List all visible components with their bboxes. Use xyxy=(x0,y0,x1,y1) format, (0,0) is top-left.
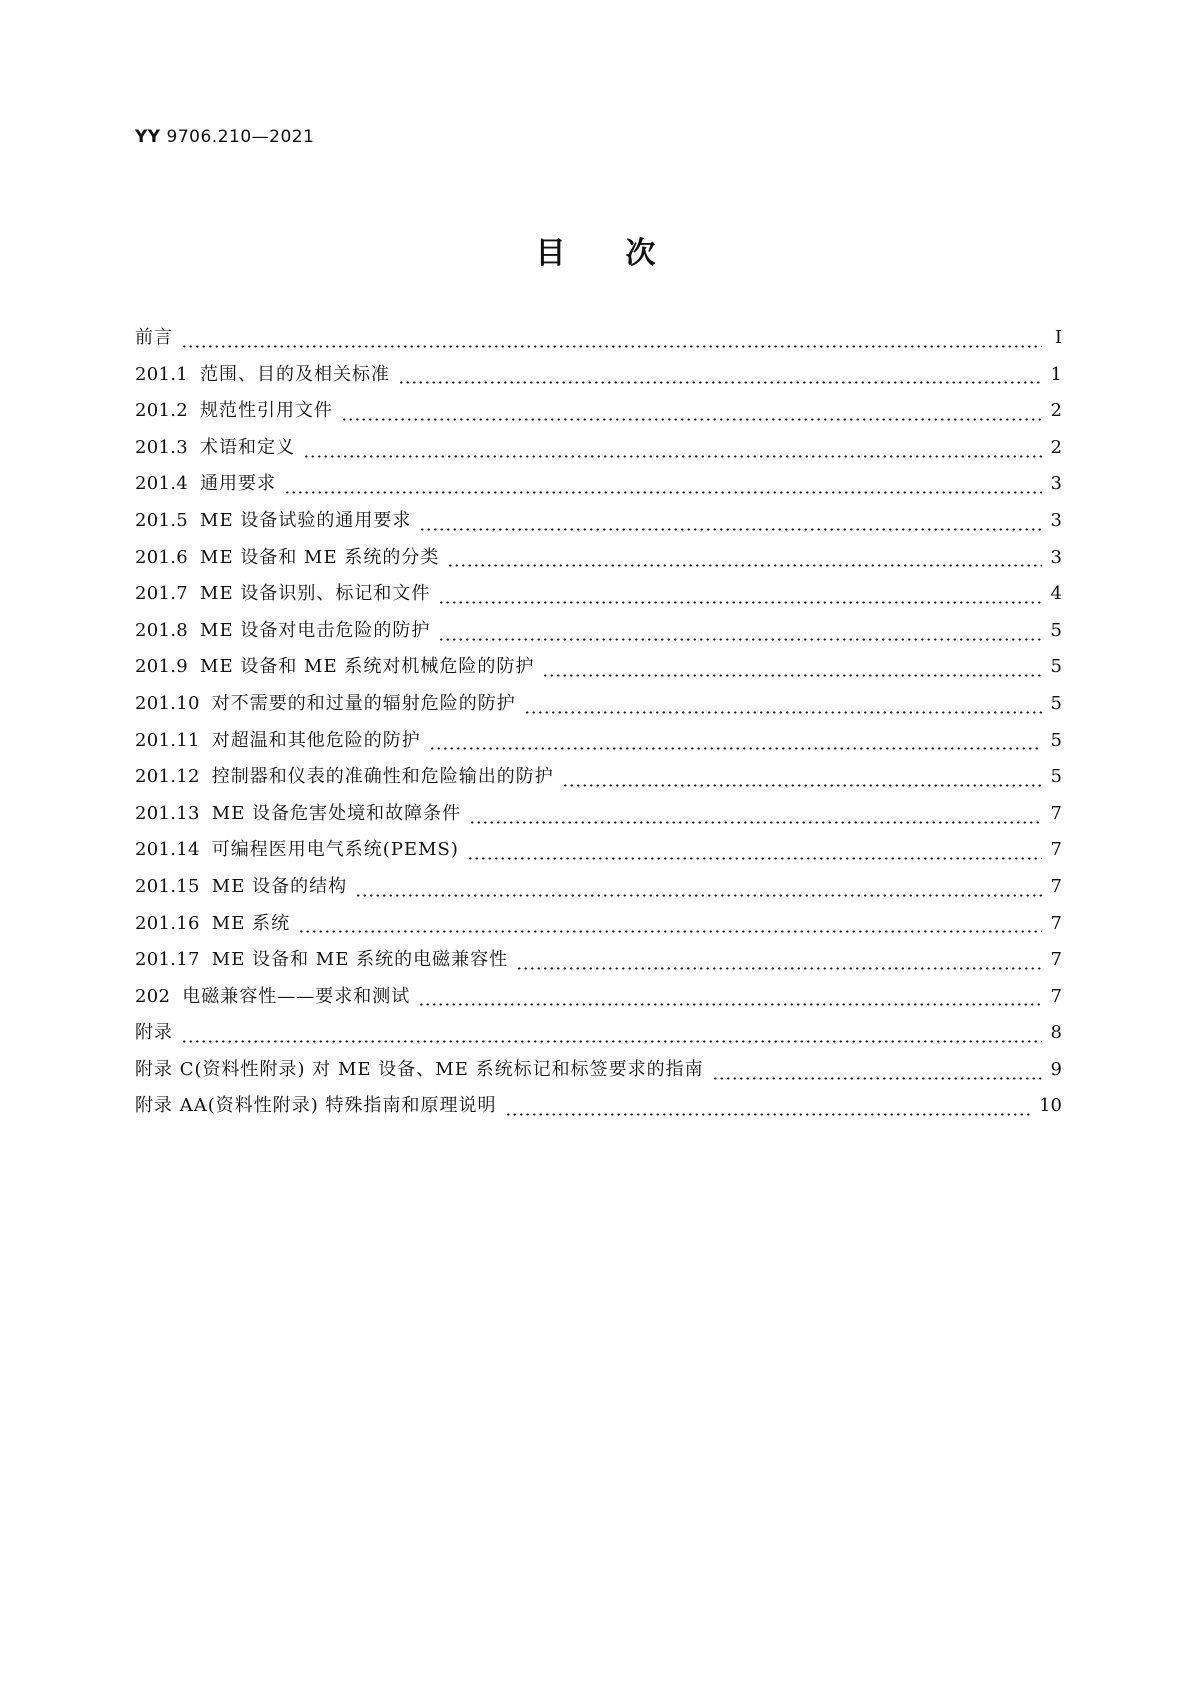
toc-dot-leader xyxy=(562,784,1042,787)
table-of-contents xyxy=(135,323,1062,1128)
toc-entry[interactable] xyxy=(135,616,1062,653)
toc-entry-title: 控制器和仪表的准确性和危险输出的防护 xyxy=(211,766,554,788)
toc-entry-title: 规范性引用文件 xyxy=(200,400,334,422)
toc-entry-page: 2 xyxy=(1050,436,1062,458)
toc-entry-number: 201.16 xyxy=(135,912,200,934)
toc-entry-title: 对不需要的和过量的辐射危险的防护 xyxy=(211,692,516,714)
toc-entry[interactable] xyxy=(135,579,1062,616)
toc-entry-number: 201.15 xyxy=(135,875,200,897)
toc-dot-leader xyxy=(447,564,1042,567)
toc-entry[interactable] xyxy=(135,1055,1062,1092)
toc-entry-number: 201.13 xyxy=(135,802,200,824)
toc-entry[interactable] xyxy=(135,726,1062,763)
toc-dot-leader xyxy=(438,638,1042,641)
toc-entry-page: 3 xyxy=(1050,546,1062,568)
toc-entry-page: 5 xyxy=(1050,729,1062,751)
toc-entry-title: ME 设备和 ME 系统的分类 xyxy=(200,546,440,568)
document-code xyxy=(135,127,314,147)
toc-entry[interactable] xyxy=(135,835,1062,872)
toc-dot-leader xyxy=(181,345,1042,348)
toc-entry-title: ME 设备和 ME 系统的电磁兼容性 xyxy=(211,949,509,971)
toc-dot-leader xyxy=(419,528,1042,531)
toc-entry-page: 5 xyxy=(1050,619,1062,641)
toc-dot-leader xyxy=(298,930,1042,933)
toc-entry[interactable] xyxy=(135,945,1062,982)
toc-entry-page: 7 xyxy=(1050,949,1062,971)
toc-entry-title: ME 设备试验的通用要求 xyxy=(200,509,412,531)
toc-entry-title: 范围、目的及相关标准 xyxy=(200,363,391,385)
toc-entry-title: ME 设备危害处境和故障条件 xyxy=(211,802,462,824)
toc-entry-title: 附录 C(资料性附录) 对 ME 设备、ME 系统标记和标签要求的指南 xyxy=(135,1058,704,1080)
toc-entry[interactable] xyxy=(135,909,1062,946)
toc-dot-leader xyxy=(429,747,1042,750)
toc-dot-leader xyxy=(284,491,1042,494)
toc-entry-page: 7 xyxy=(1050,985,1062,1007)
toc-entry-page: 1 xyxy=(1050,363,1062,385)
toc-entry-page: 7 xyxy=(1050,839,1062,861)
toc-entry-number: 201.1 xyxy=(135,363,189,385)
toc-entry-title: 电磁兼容性——要求和测试 xyxy=(182,985,411,1007)
toc-entry-number: 201.5 xyxy=(135,509,189,531)
toc-entry-page: 2 xyxy=(1050,400,1062,422)
toc-entry-title: ME 设备和 ME 系统对机械危险的防护 xyxy=(200,656,535,678)
toc-dot-leader xyxy=(542,674,1042,677)
toc-dot-leader xyxy=(355,894,1042,897)
toc-dot-leader xyxy=(712,1077,1042,1080)
toc-entry-title: 前言 xyxy=(135,327,173,348)
toc-entry-title: 可编程医用电气系统(PEMS) xyxy=(211,839,459,861)
toc-entry[interactable] xyxy=(135,506,1062,543)
toc-entry-number: 201.17 xyxy=(135,949,200,971)
toc-entry-title: 附录 AA(资料性附录) 特殊指南和原理说明 xyxy=(135,1095,497,1117)
toc-entry-title: 术语和定义 xyxy=(200,436,296,458)
toc-entry-page: 5 xyxy=(1050,766,1062,788)
toc-dot-leader xyxy=(181,1040,1042,1043)
toc-entry-title: ME 设备识别、标记和文件 xyxy=(200,583,431,605)
toc-entry-title: 对超温和其他危险的防护 xyxy=(211,729,421,751)
document-code-number: 9706.210—2021 xyxy=(166,127,315,147)
toc-entry[interactable] xyxy=(135,323,1062,360)
toc-entry-page: 7 xyxy=(1050,912,1062,934)
toc-entry-page: 7 xyxy=(1050,875,1062,897)
toc-entry[interactable] xyxy=(135,396,1062,433)
toc-entry-number: 202 xyxy=(135,985,171,1007)
toc-entry-number: 201.6 xyxy=(135,546,189,568)
toc-entry-page: 5 xyxy=(1050,692,1062,714)
document-code-prefix: YY xyxy=(135,127,161,147)
toc-dot-leader xyxy=(418,1003,1042,1006)
toc-entry-page: 10 xyxy=(1039,1095,1062,1117)
toc-dot-leader xyxy=(467,857,1042,860)
toc-entry-title: ME 设备对电击危险的防护 xyxy=(200,619,431,641)
toc-entry-page: 8 xyxy=(1050,1022,1062,1044)
toc-entry-title: 通用要求 xyxy=(200,473,277,495)
toc-dot-leader xyxy=(438,601,1042,604)
toc-dot-leader xyxy=(505,1113,1032,1116)
toc-dot-leader xyxy=(341,418,1042,421)
toc-entry-number: 201.3 xyxy=(135,436,189,458)
toc-entry[interactable] xyxy=(135,982,1062,1019)
toc-dot-leader xyxy=(469,821,1042,824)
toc-entry[interactable] xyxy=(135,872,1062,909)
toc-entry-number: 201.11 xyxy=(135,729,200,751)
toc-entry[interactable] xyxy=(135,689,1062,726)
toc-entry-title: ME 系统 xyxy=(211,912,291,934)
toc-entry-page: 9 xyxy=(1050,1058,1062,1080)
toc-dot-leader xyxy=(524,711,1042,714)
toc-entry[interactable] xyxy=(135,652,1062,689)
toc-dot-leader xyxy=(516,967,1042,970)
toc-entry[interactable] xyxy=(135,1018,1062,1055)
toc-dot-leader xyxy=(303,455,1042,458)
toc-entry-page: 7 xyxy=(1050,802,1062,824)
toc-entry-number: 201.4 xyxy=(135,473,189,495)
toc-entry[interactable] xyxy=(135,799,1062,836)
toc-entry-title: 附录 xyxy=(135,1022,173,1044)
toc-entry[interactable] xyxy=(135,1091,1062,1128)
toc-entry-number: 201.2 xyxy=(135,400,189,422)
toc-entry-number: 201.7 xyxy=(135,583,189,605)
toc-entry-number: 201.8 xyxy=(135,619,189,641)
toc-entry[interactable] xyxy=(135,762,1062,799)
toc-entry-page: 5 xyxy=(1050,656,1062,678)
toc-entry-number: 201.14 xyxy=(135,839,200,861)
toc-entry[interactable] xyxy=(135,543,1062,580)
toc-title: 目次 xyxy=(535,236,716,271)
toc-entry[interactable] xyxy=(135,469,1062,506)
toc-entry-number: 201.9 xyxy=(135,656,189,678)
toc-entry-number: 201.12 xyxy=(135,766,200,788)
toc-entry-page: 3 xyxy=(1050,473,1062,495)
toc-entry-title: ME 设备的结构 xyxy=(211,875,348,897)
toc-dot-leader xyxy=(398,381,1042,384)
toc-entry[interactable] xyxy=(135,360,1062,397)
toc-entry-page: 4 xyxy=(1050,583,1062,605)
toc-entry-page: 3 xyxy=(1050,509,1062,531)
toc-entry[interactable] xyxy=(135,433,1062,470)
toc-entry-page: Ⅰ xyxy=(1054,327,1062,348)
toc-entry-number: 201.10 xyxy=(135,692,200,714)
